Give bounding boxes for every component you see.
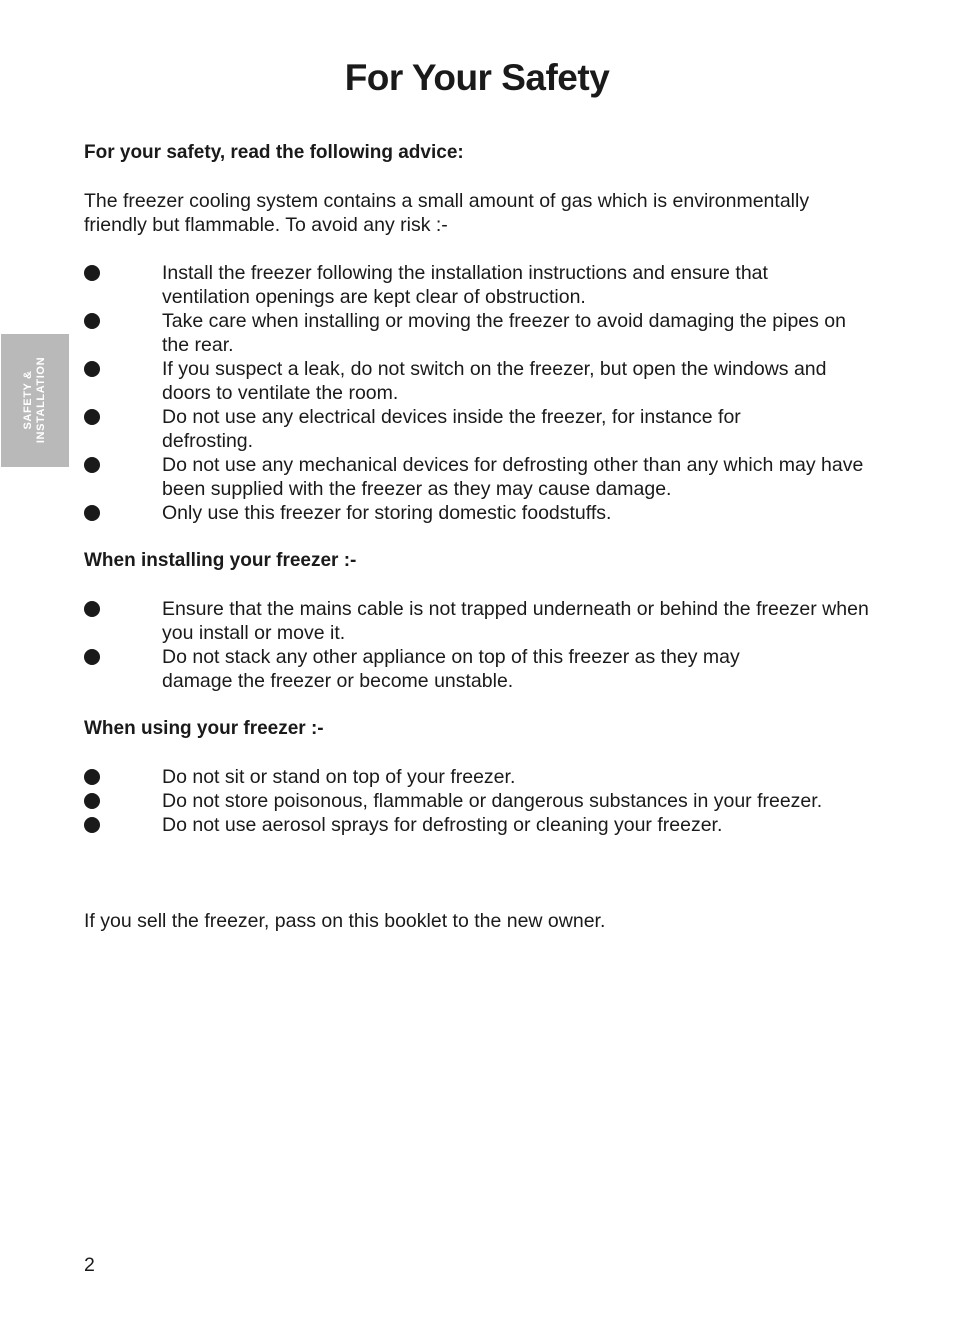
using-heading: When using your freezer :- [84, 718, 324, 739]
list-item [84, 357, 874, 405]
installing-heading: When installing your freezer :- [84, 550, 357, 571]
intro-heading: For your safety, read the following advice: [84, 142, 464, 163]
general-safety-list [84, 261, 874, 525]
list-item-text: Do not stack any other appliance on top of this freezer as they may damage the freezer or become unstable. [162, 646, 740, 692]
list-item-text: Take care when installing or moving the freezer to avoid damaging the pipes on the rear. [162, 310, 846, 356]
bullet-icon [84, 601, 100, 617]
list-item-text: If you suspect a leak, do not switch on the freezer, but open the windows and doors to ventilate the room. [162, 358, 827, 404]
list-item [84, 813, 874, 837]
list-item [84, 765, 874, 789]
bullet-icon [84, 409, 100, 425]
list-item-text: Only use this freezer for storing domestic foodstuffs. [162, 502, 612, 524]
bullet-icon [84, 361, 100, 377]
section-side-tab [1, 334, 69, 467]
list-item [84, 309, 874, 357]
bullet-icon [84, 817, 100, 833]
bullet-icon [84, 265, 100, 281]
list-item-text: Do not use aerosol sprays for defrosting or cleaning your freezer. [162, 814, 723, 836]
bullet-icon [84, 769, 100, 785]
closing-note: If you sell the freezer, pass on this booklet to the new owner. [84, 910, 606, 932]
list-item [84, 597, 874, 645]
page-number: 2 [84, 1254, 95, 1276]
bullet-icon [84, 505, 100, 521]
list-item-text: Do not store poisonous, flammable or dangerous substances in your freezer. [162, 790, 823, 812]
bullet-icon [84, 649, 100, 665]
bullet-icon [84, 457, 100, 473]
list-item-text: Ensure that the mains cable is not trapped underneath or behind the freezer when you install or move it. [162, 598, 869, 644]
list-item [84, 645, 874, 693]
side-tab-line-2: INSTALLATION [35, 356, 47, 444]
list-item [84, 261, 874, 309]
side-tab-line-1: SAFETY & [22, 370, 34, 430]
intro-paragraph: The freezer cooling system contains a small amount of gas which is environmentally friendly but flammable. To avoid any risk :- [84, 190, 810, 236]
page-title: For Your Safety [344, 57, 610, 98]
list-item-text: Do not use any mechanical devices for defrosting other than any which may have been supplied with the freezer as they may cause damage. [162, 454, 864, 500]
list-item [84, 789, 874, 813]
section-side-tab-label [22, 357, 48, 443]
list-item-text: Install the freezer following the installation instructions and ensure that ventilation openings are kept clear of obstruction. [162, 262, 768, 308]
list-item [84, 453, 874, 501]
bullet-icon [84, 313, 100, 329]
list-item-text: Do not use any electrical devices inside the freezer, for instance for defrosting. [162, 406, 741, 452]
list-item [84, 501, 874, 525]
using-list [84, 765, 874, 837]
main-content [84, 141, 874, 933]
list-item [84, 405, 874, 453]
installing-list [84, 597, 874, 693]
list-item-text: Do not sit or stand on top of your freezer. [162, 766, 516, 788]
bullet-icon [84, 793, 100, 809]
